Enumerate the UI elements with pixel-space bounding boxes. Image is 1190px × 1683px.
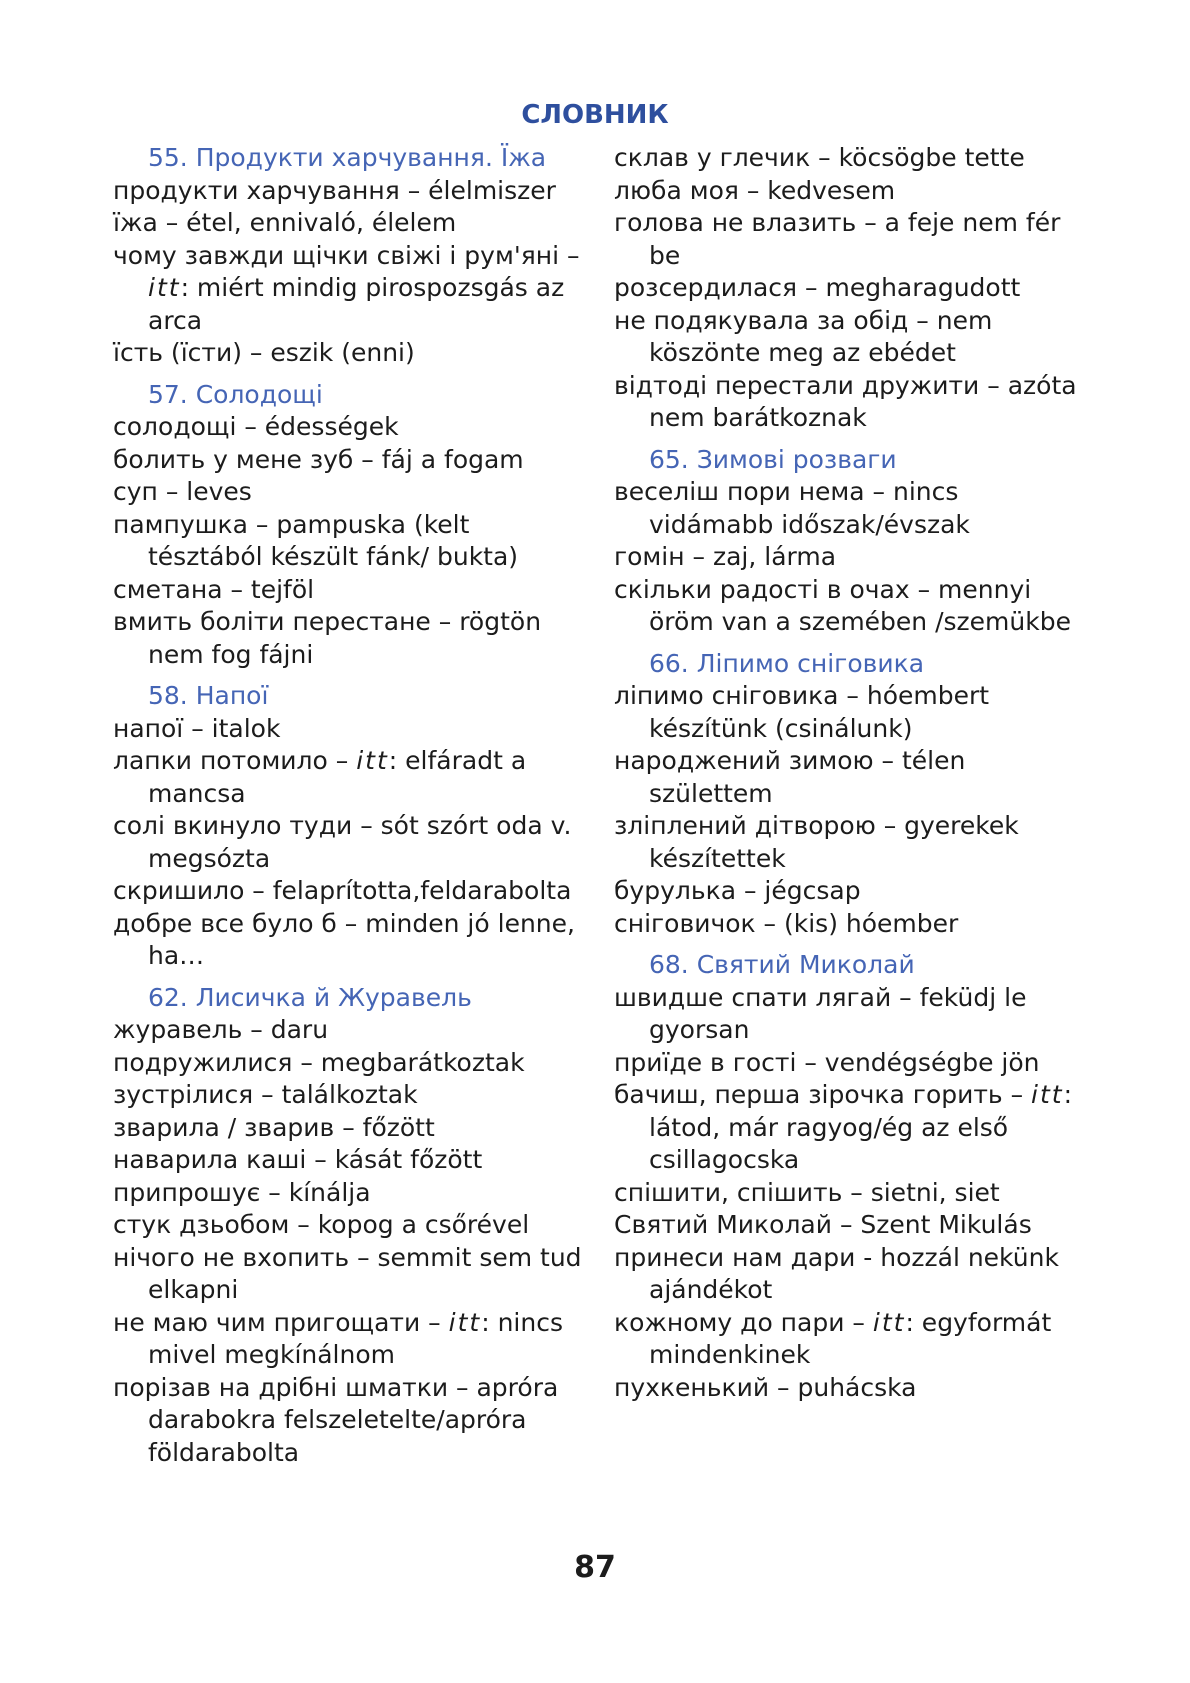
glossary-entry: подружилися – megbarátkoztak	[113, 1047, 525, 1077]
left-column	[113, 142, 585, 1469]
page-number: 87	[574, 1550, 616, 1585]
entry-translation: : nincs mivel megkínálnom	[148, 1307, 563, 1369]
glossary-entry: скришило – felaprította,feldarabolta	[113, 876, 572, 905]
entry-translation: : miért mindig pirospozsgás az arca	[148, 273, 565, 335]
right-column	[614, 142, 1084, 1404]
glossary-entry: їсть (їсти) – eszik (enni)	[113, 338, 415, 367]
entry-translation: : elfáradt a mancsa	[148, 746, 527, 808]
glossary-entry: суп – leves	[113, 477, 252, 506]
glossary-entry: Святий Миколай – Szent Mikulás	[614, 1210, 1032, 1239]
section-title-55: 55. Продукти харчування. Їжа	[148, 143, 547, 172]
glossary-entry: порізав на дрібні шматки – apróra darabokra felszeletelte/apróra földarabolta	[113, 1372, 559, 1467]
entry-term: бачиш, перша зірочка горить –	[614, 1080, 1032, 1109]
section-title-65: 65. Зимові розваги	[649, 444, 897, 474]
itt-marker: itt	[448, 1307, 482, 1337]
glossary-entry	[113, 745, 585, 810]
entry-translation: : látod, már ragyog/ég az első csillagocska	[649, 1080, 1073, 1174]
glossary-entry: скільки радості в очах – mennyi öröm van a szemében /szemükbe	[614, 574, 1071, 636]
glossary-entry: веселіш пори нема – nincs vidámabb időszak/évszak	[614, 477, 970, 539]
glossary-entry: спішити, спішить – sietni, siet	[614, 1177, 1000, 1207]
glossary-entry: пухкенький – puhácska	[614, 1372, 917, 1402]
section-title-66: 66. Ліпимо сніговика	[649, 648, 925, 678]
glossary-entry: вмить боліти перестане – rögtön nem fog fájni	[113, 607, 542, 669]
glossary-entry: зустрілися – találkoztak	[113, 1080, 418, 1109]
glossary-entry: добре все було б – minden jó lenne, ha…	[113, 908, 575, 970]
glossary-entry: нічого не вхопить – semmit sem tud elkapni	[113, 1242, 582, 1304]
glossary-entry: люба моя – kedvesem	[614, 175, 896, 205]
glossary-entry: народжений зимою – télen születtem	[614, 746, 966, 808]
glossary-entry: відтоді перестали дружити – azóta nem barátkoznak	[614, 370, 1077, 432]
glossary-entry: сметана – tejföl	[113, 574, 315, 604]
glossary-entry: їжа – étel, ennivaló, élelem	[113, 208, 457, 237]
glossary-entry	[614, 1307, 1084, 1372]
glossary-entry: принеси нам дари - hozzál nekünk ajándékot	[614, 1242, 1059, 1304]
glossary-entry: солодощі – édességek	[113, 412, 399, 441]
glossary-entry: голова не влазить – a feje nem fér be	[614, 208, 1061, 270]
glossary-entry: гомін – zaj, lárma	[614, 542, 837, 571]
section-title-57: 57. Солодощі	[148, 379, 323, 409]
glossary-entry: наварила каші – kását főzött	[113, 1145, 483, 1174]
glossary-entry: зварила / зварив – főzött	[113, 1112, 435, 1142]
entry-term: чому завжди щічки свіжі і рум'яні –	[113, 240, 580, 270]
glossary-entry	[113, 1307, 585, 1372]
entry-translation: : egyformát mindenkinek	[649, 1307, 1052, 1369]
glossary-entry: швидше спати лягай – feküdj le gyorsan	[614, 982, 1027, 1044]
glossary-entry: розсердилася – megharagudott	[614, 273, 1021, 302]
glossary-entry: бурулька – jégcsap	[614, 876, 861, 905]
glossary-entry: зліплений дітворою – gyerekek készítettek	[614, 811, 1019, 873]
entry-term: лапки потомило –	[113, 746, 357, 775]
glossary-entry: приїде в гості – vendégségbe jön	[614, 1047, 1040, 1077]
glossary-entry: продукти харчування – élelmiszer	[113, 175, 556, 205]
section-title-62: 62. Лисичка й Журавель	[148, 982, 472, 1012]
glossary-entry: склав у глечик – köcsögbe tette	[614, 143, 1025, 172]
glossary-entry: сніговичок – (kis) hóember	[614, 908, 959, 938]
entry-term: кожному до пари –	[614, 1307, 873, 1337]
itt-marker: itt	[148, 273, 181, 302]
entry-term: не маю чим пригощати –	[113, 1307, 449, 1337]
itt-marker: itt	[1031, 1080, 1064, 1109]
itt-marker: itt	[356, 746, 389, 775]
page-title: СЛОВНИК	[521, 100, 669, 130]
glossary-entry: пампушка – pampuska (kelt tésztából készült fánk/ bukta)	[113, 509, 519, 571]
glossary-entry: не подякувала за обід – nem köszönte meg az ebédet	[614, 305, 993, 367]
glossary-entry	[113, 240, 585, 338]
glossary-entry: напої – italok	[113, 713, 281, 743]
glossary-entry: ліпимо сніговика – hóembert készítünk (csinálunk)	[614, 681, 990, 743]
section-title-58: 58. Напої	[148, 681, 269, 710]
glossary-entry	[614, 1079, 1084, 1177]
glossary-entry: припрошує – kínálja	[113, 1177, 371, 1207]
itt-marker: itt	[872, 1307, 906, 1337]
glossary-entry: журавель – daru	[113, 1015, 329, 1044]
glossary-entry: стук дзьобом – kopog a csőrével	[113, 1210, 530, 1239]
glossary-entry: солі вкинуло туди – sót szórt oda v. megsózta	[113, 811, 572, 873]
glossary-entry: болить у мене зуб – fáj a fogam	[113, 444, 524, 474]
section-title-68: 68. Святий Миколай	[649, 950, 915, 979]
